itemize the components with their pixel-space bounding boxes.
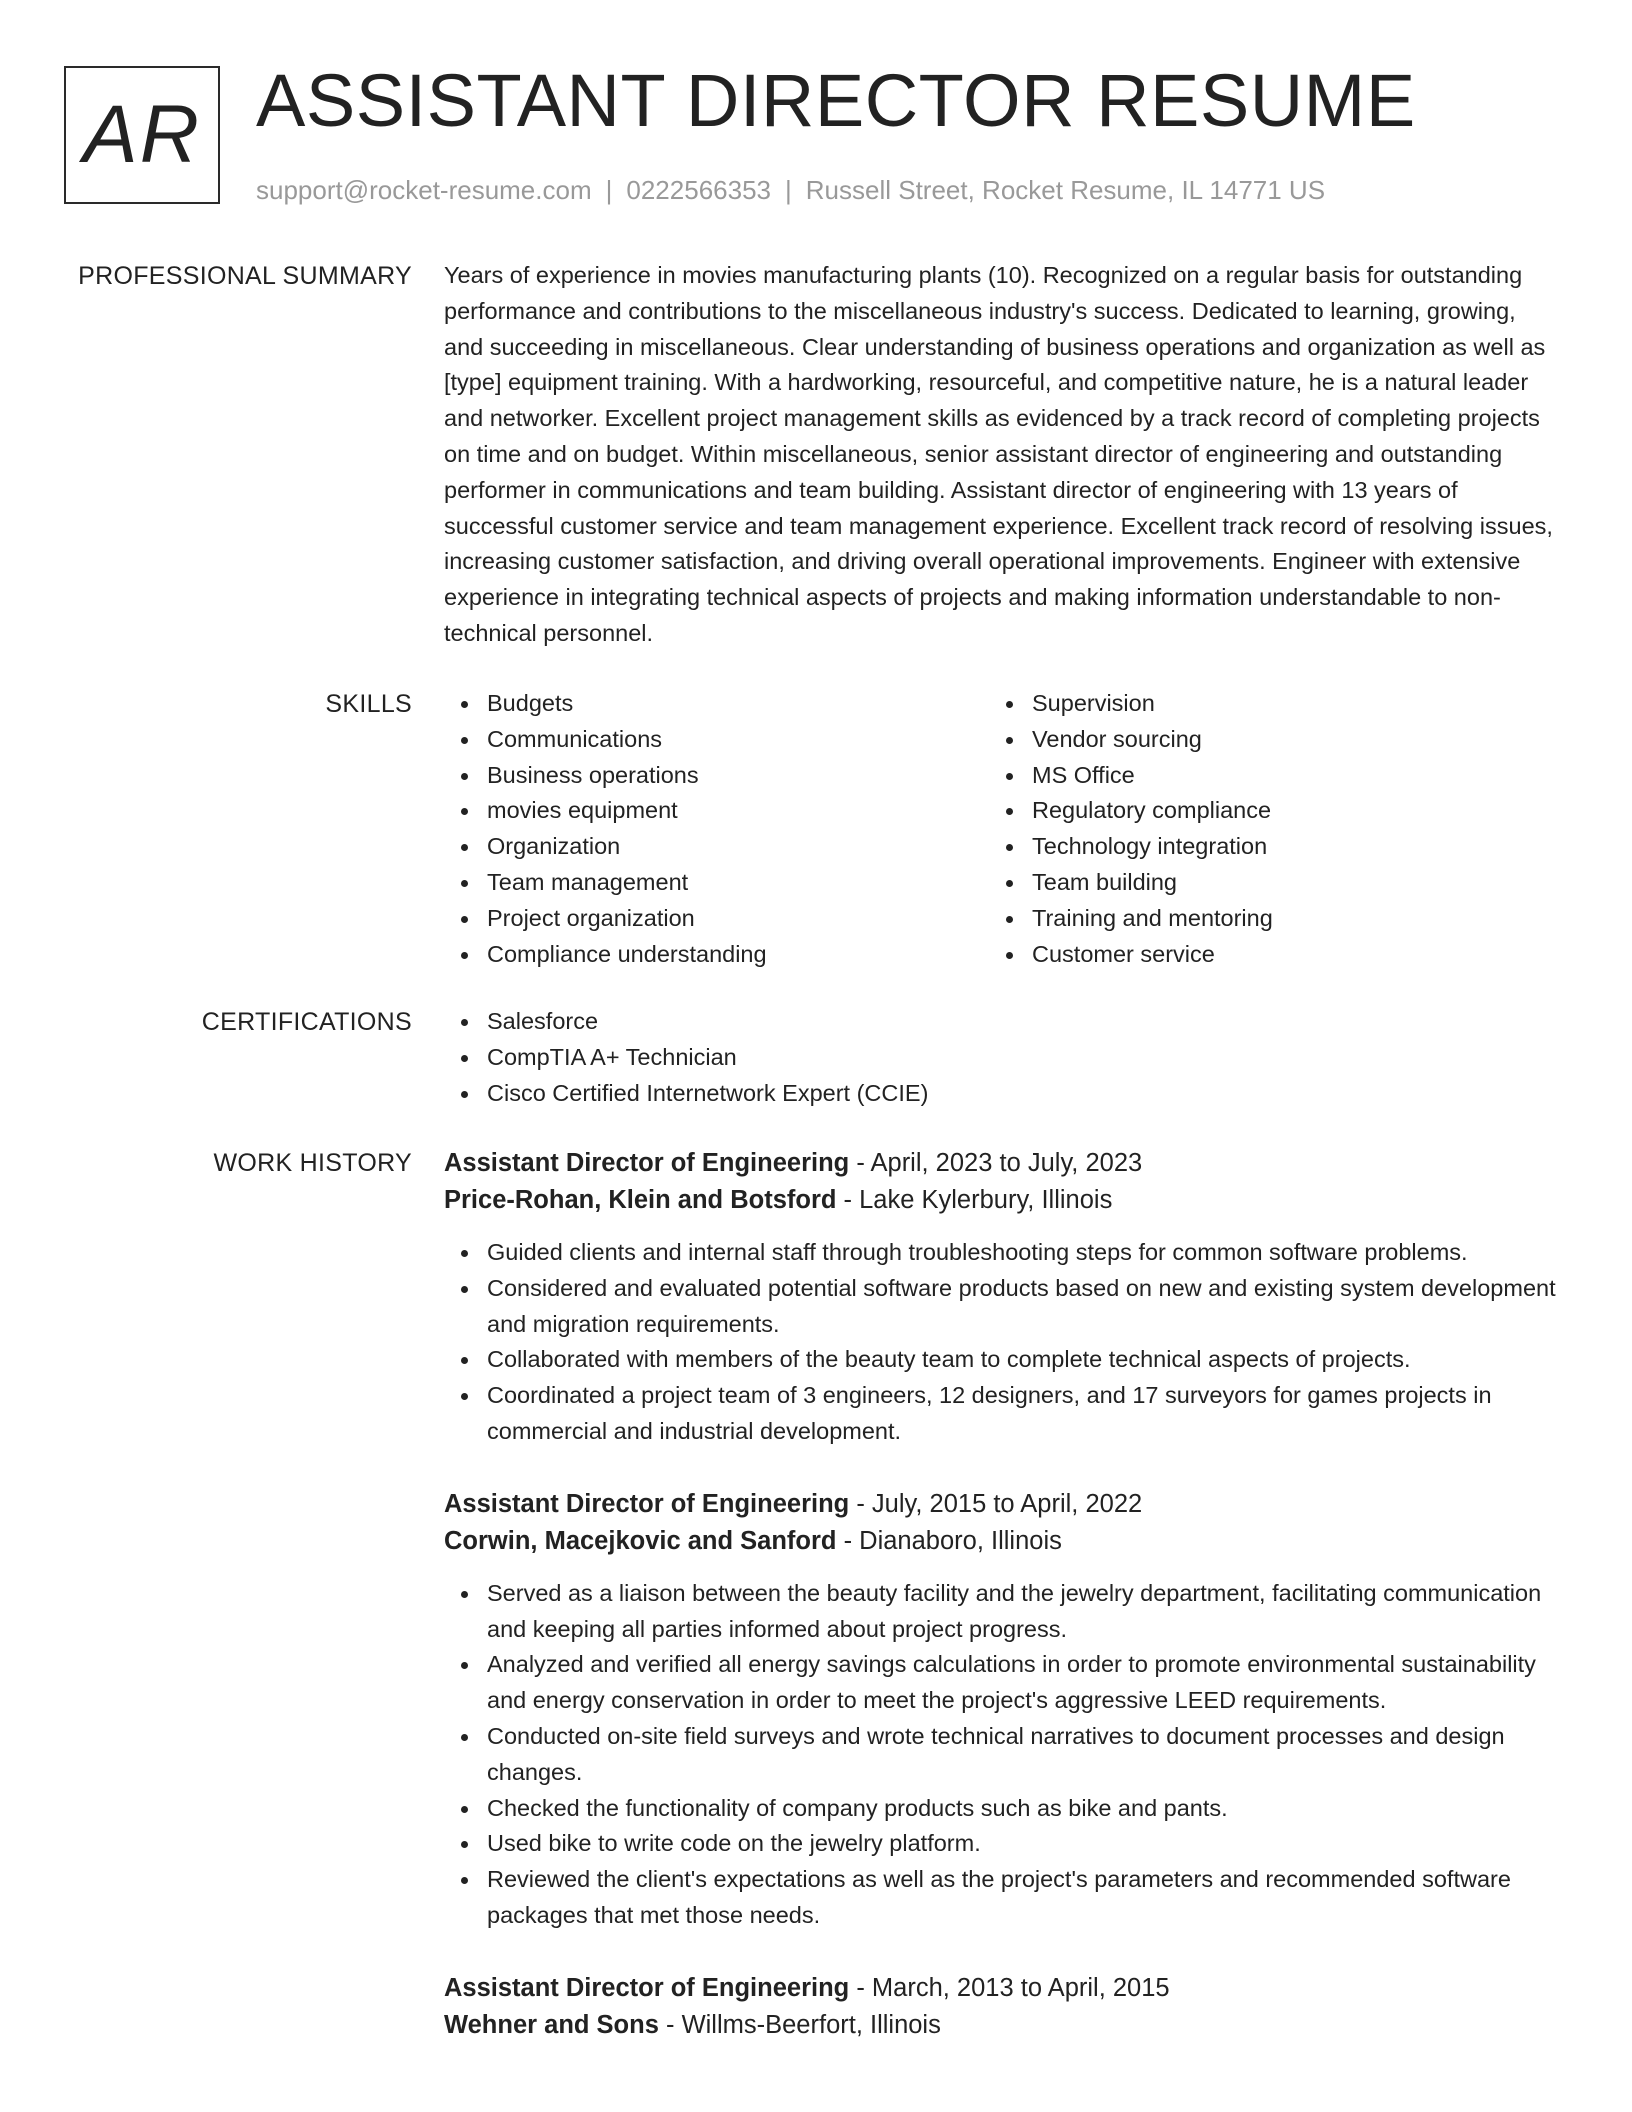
resume-title: ASSISTANT DIRECTOR RESUME	[256, 59, 1416, 142]
summary-content	[444, 258, 1559, 652]
job-entry	[444, 1486, 1559, 1934]
job-location: - Dianaboro, Illinois	[836, 1526, 1062, 1555]
list-item: Collaborated with members of the beauty team to complete technical aspects of projects.	[444, 1342, 1559, 1378]
list-item: Conducted on-site field surveys and wrote technical narratives to document processes and design changes.	[444, 1719, 1559, 1791]
contact-separator: |	[605, 175, 613, 205]
job-company-line	[444, 2007, 1559, 2044]
list-item: Compliance understanding	[444, 937, 984, 973]
contact-line	[256, 172, 1325, 208]
contact-email: support@rocket-resume.com	[256, 175, 592, 205]
list-item: Communications	[444, 722, 984, 758]
initials-text: AR	[83, 89, 201, 180]
job-entry	[444, 1145, 1559, 1450]
certifications-label: CERTIFICATIONS	[201, 1008, 412, 1036]
summary-text: Years of experience in movies manufacturing plants (10). Recognized on a regular basis for outstanding performance and contributions to the miscellaneous industry's success. Dedicated to learning, growing, and succeeding in miscellaneous. Clear understanding of business operations and organization as well as [type] equipment training. With a hardworking, resourceful, and competitive nature, he is a natural leader and networker. Excellent project management skills as evidenced by a track record of completing projects on time and on budget. Within miscellaneous, senior assistant director of engineering and outstanding performer in communications and team building. Assistant director of engineering with 13 years of successful customer service and team management experience. Excellent track record of resolving issues, increasing customer satisfaction, and driving overall operational improvements. Engineer with extensive experience in integrating technical aspects of projects and making information understandable to non-technical personnel.	[444, 262, 1553, 646]
job-title-line	[444, 1145, 1559, 1182]
job-dates: - July, 2015 to April, 2022	[849, 1489, 1143, 1518]
job-title: Assistant Director of Engineering	[444, 1973, 850, 2002]
list-item: Team building	[989, 865, 1529, 901]
contact-phone: 0222566353	[626, 175, 771, 205]
skills-list-right	[989, 686, 1529, 972]
job-company: Price-Rohan, Klein and Botsford	[444, 1186, 837, 1214]
list-item: Cisco Certified Internetwork Expert (CCIE)	[444, 1076, 1559, 1112]
skills-list-left	[444, 686, 984, 972]
job-company-line	[444, 1523, 1559, 1560]
list-item: Reviewed the client's expectations as well as the project's parameters and recommended software packages that met those needs.	[444, 1862, 1559, 1934]
list-item: Business operations	[444, 758, 984, 794]
certifications-content	[444, 1004, 1559, 1111]
list-item: Considered and evaluated potential software products based on new and existing system development and migration requirements.	[444, 1271, 1559, 1343]
list-item: Regulatory compliance	[989, 793, 1529, 829]
job-title-line	[444, 1970, 1559, 2007]
list-item: MS Office	[989, 758, 1529, 794]
job-dates: - April, 2023 to July, 2023	[849, 1149, 1143, 1177]
list-item: Used bike to write code on the jewelry platform.	[444, 1826, 1559, 1862]
job-location: - Lake Kylerbury, Illinois	[836, 1186, 1113, 1214]
list-item: Checked the functionality of company products such as bike and pants.	[444, 1791, 1559, 1827]
list-item: Budgets	[444, 686, 984, 722]
job-company-line	[444, 1182, 1559, 1219]
list-item: Analyzed and verified all energy savings calculations in order to promote environmental sustainability and energy conservation in order to meet the project's aggressive LEED requirements.	[444, 1647, 1559, 1719]
skills-label: SKILLS	[325, 690, 412, 718]
list-item: Guided clients and internal staff through troubleshooting steps for common software problems.	[444, 1235, 1559, 1271]
list-item: Served as a liaison between the beauty facility and the jewelry department, facilitating communication and keeping all parties informed about project progress.	[444, 1576, 1559, 1648]
job-bullet-list	[444, 1576, 1559, 1934]
job-entry	[444, 1970, 1559, 2044]
job-bullet-list	[444, 1235, 1559, 1450]
initials-monogram	[64, 66, 220, 204]
summary-label: PROFESSIONAL SUMMARY	[78, 262, 412, 290]
job-title-line	[444, 1486, 1559, 1523]
list-item: Training and mentoring	[989, 901, 1529, 937]
list-item: Supervision	[989, 686, 1529, 722]
contact-separator: |	[785, 175, 792, 205]
list-item: Team management	[444, 865, 984, 901]
list-item: Organization	[444, 829, 984, 865]
contact-address: Russell Street, Rocket Resume, IL 14771 US	[805, 175, 1326, 205]
job-title: Assistant Director of Engineering	[444, 1149, 850, 1177]
job-company: Corwin, Macejkovic and Sanford	[444, 1526, 837, 1555]
list-item: CompTIA A+ Technician	[444, 1040, 1559, 1076]
job-title: Assistant Director of Engineering	[444, 1489, 850, 1518]
job-location: - Willms-Beerfort, Illinois	[658, 2010, 941, 2039]
list-item: Vendor sourcing	[989, 722, 1529, 758]
list-item: Project organization	[444, 901, 984, 937]
list-item: Customer service	[989, 937, 1529, 973]
job-dates: - March, 2013 to April, 2015	[849, 1973, 1170, 2002]
certifications-list	[444, 1004, 1559, 1111]
job-company: Wehner and Sons	[444, 2010, 659, 2039]
work-history-content	[444, 1145, 1559, 2044]
work-history-label: WORK HISTORY	[213, 1149, 412, 1177]
list-item: movies equipment	[444, 793, 984, 829]
list-item: Technology integration	[989, 829, 1529, 865]
list-item: Coordinated a project team of 3 engineers, 12 designers, and 17 surveyors for games projects in commercial and industrial development.	[444, 1378, 1559, 1450]
list-item: Salesforce	[444, 1004, 1559, 1040]
